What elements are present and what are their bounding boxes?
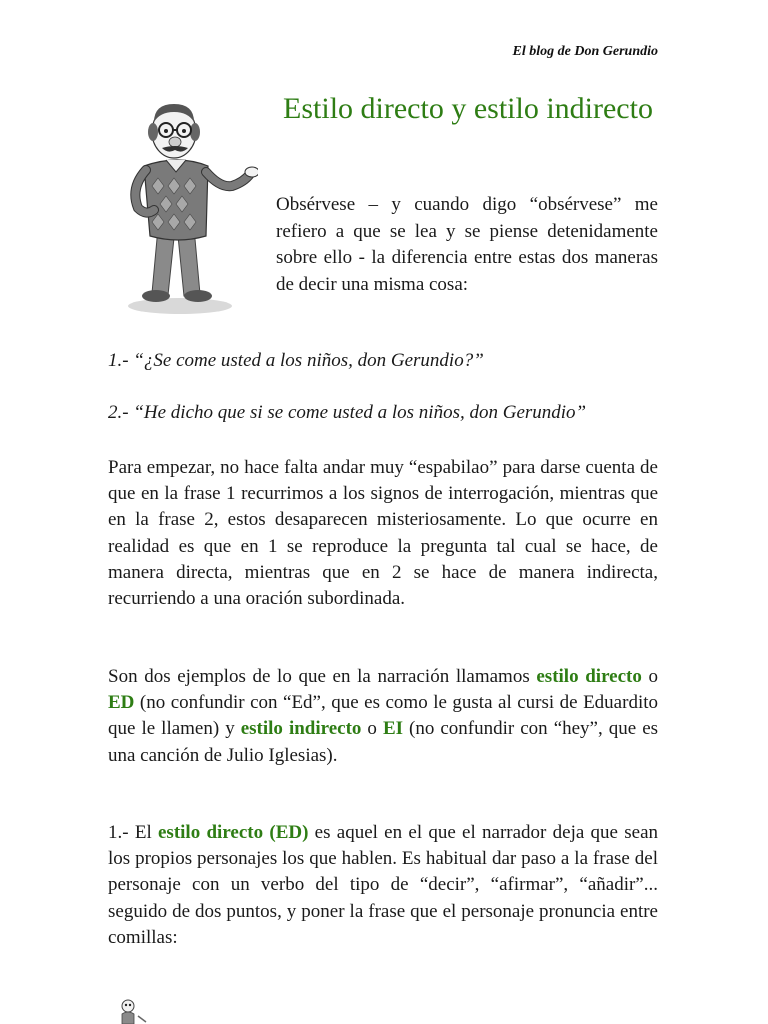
cartoon-man-presenting-icon xyxy=(108,88,258,318)
text-segment: 1.- El xyxy=(108,822,158,843)
intro-paragraph: Obsérvese – y cuando digo “obsérvese” me refiero a que se lea y se piense detenidamente sobre ello - la diferencia entre estas dos maneras de decir una misma cosa: xyxy=(276,194,658,295)
text-segment: Son dos ejemplos de lo que en la narración llamamos xyxy=(108,666,537,687)
paragraph-direct-style xyxy=(108,820,658,951)
text-segment: es aquel en el que el narrador deja que sean los propios personajes los que hablen. Es habitual dar paso a la frase del personaje con un verbo del tipo de “decir”, “afirmar”, “añadir”... seguido de dos puntos, y poner la frase que el personaje pronuncia entre comillas: xyxy=(108,822,659,948)
term-estilo-indirecto: estilo indirecto xyxy=(240,718,362,740)
article-title: Estilo directo y estilo indirecto xyxy=(283,92,653,125)
example-sentence-2: 2.- “He dicho que si se come usted a los niños, don Gerundio” xyxy=(108,402,587,423)
text-segment: (no confundir con “hey”, que es una canción de Julio Iglesias). xyxy=(108,718,659,766)
term-estilo-directo: estilo directo xyxy=(536,666,642,687)
example-sentence-1: 1.- “¿Se come usted a los niños, don Gerundio?” xyxy=(108,350,484,371)
term-ed: ED xyxy=(108,692,135,714)
text-segment: o xyxy=(641,666,658,687)
paragraph-explanation: Para empezar, no hace falta andar muy “espabilao” para darse cuenta de que en la frase 1 recurrimos a los signos de interrogación, mientras que en la frase 2, estos desaparecen misteriosamente. Lo que ocurre en realidad es que en 1 se reproduce la pregunta tal cual se hace, de manera directa, mientras que en 2 se hace de manera indirecta, recurriendo a una oración subordinada. xyxy=(108,457,658,610)
text-segment: o xyxy=(361,718,383,740)
text-segment: (no confundir con “Ed”, que es como le gusta al cursi de Eduardito que le llamen) y xyxy=(108,692,658,740)
term-estilo-directo-ed: estilo directo (ED) xyxy=(158,822,309,843)
small-figure-icon xyxy=(116,996,156,1024)
paragraph-styles-definition xyxy=(108,664,658,769)
blog-name: El blog de Don Gerundio xyxy=(512,44,658,59)
term-ei: EI xyxy=(382,718,404,740)
